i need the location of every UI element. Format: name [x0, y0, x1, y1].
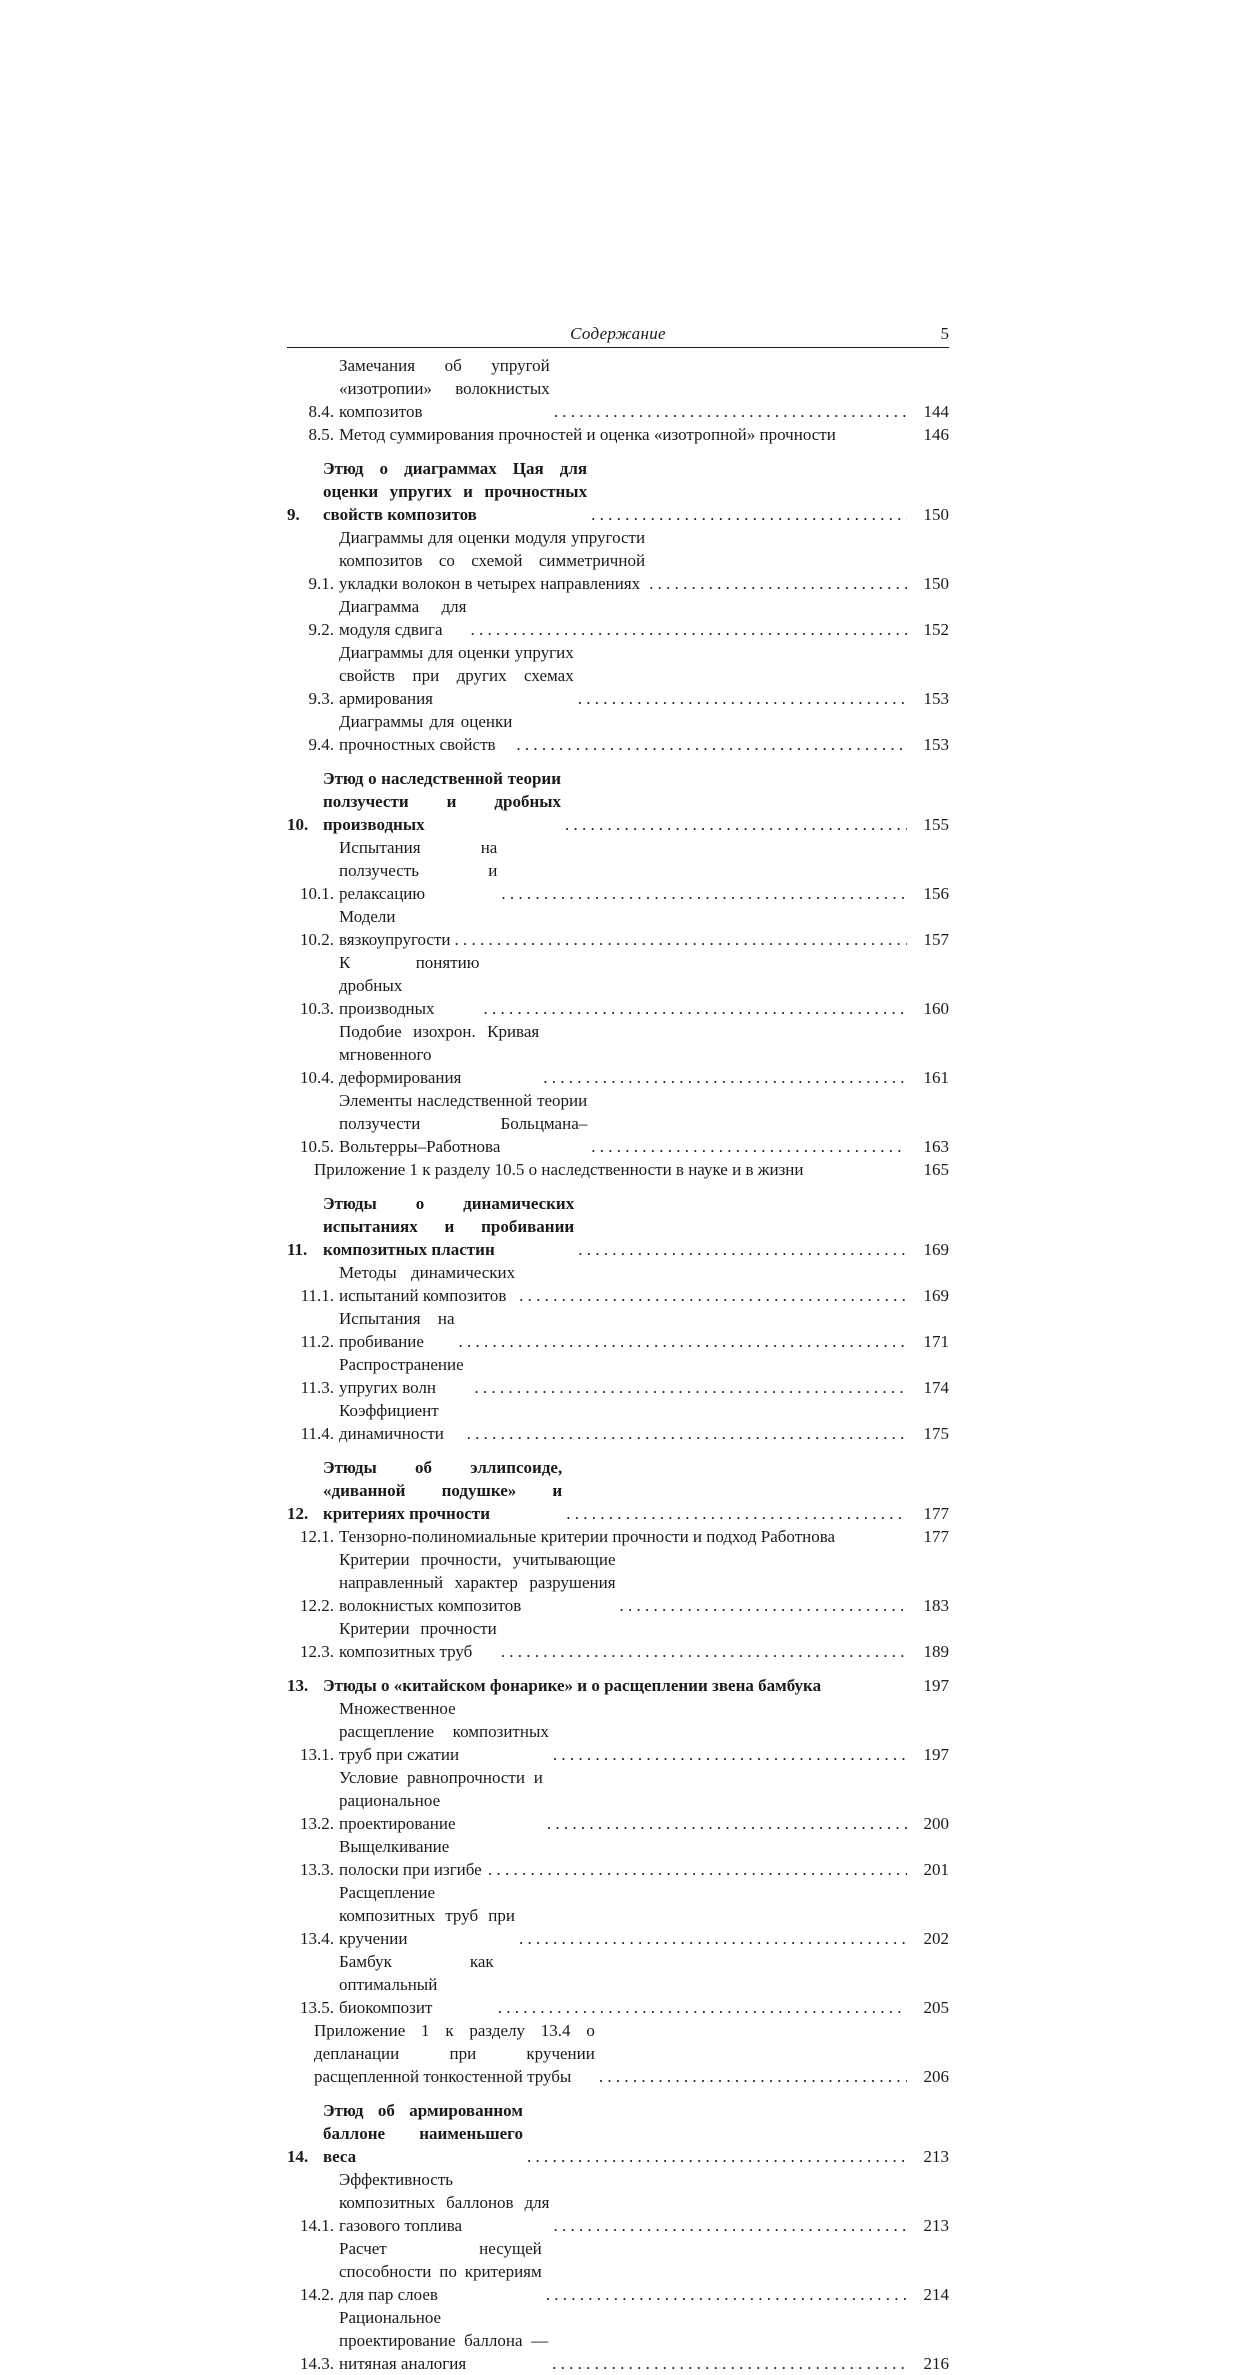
dot-leader [494, 1996, 907, 2019]
toc-entry-number: 14.1. [300, 2216, 334, 2235]
toc-entry-page: 197 [923, 1676, 949, 1695]
toc-entry-title: Критерии прочности, учитывающие направленный характер разрушения волокнистых композитов [339, 1550, 616, 1615]
header-title: Содержание [570, 324, 666, 343]
dot-leader [550, 400, 907, 423]
toc-entry-title: Рациональное проектирование баллона — нитяная аналогия [339, 2308, 549, 2373]
toc-chapter-14[interactable] [287, 2099, 949, 2168]
toc-entry-page: 200 [923, 1814, 949, 1833]
toc-entry-title: Бамбук как оптимальный биокомпозит [339, 1952, 494, 2017]
toc-entry-number: 9.3. [308, 689, 334, 708]
toc-entry-title: Тензорно-полиномиальные критерии прочности и подход Работнова [339, 1527, 836, 1546]
toc-entry-12-3[interactable] [287, 1617, 949, 1663]
toc-entry-13-3[interactable] [287, 1835, 949, 1881]
toc-entry-number: 13.3. [300, 1860, 334, 1879]
dot-leader [574, 1238, 907, 1261]
dot-leader [561, 813, 907, 836]
toc-entry-9-3[interactable] [287, 641, 949, 710]
toc-entry-8-5[interactable] [287, 423, 949, 446]
toc-entry-title: Приложение 1 к разделу 10.5 о наследственности в науке и в жизни [314, 1160, 804, 1179]
toc-entry-number: 12.2. [300, 1596, 334, 1615]
toc-entry-number: 10.2. [300, 930, 334, 949]
toc-entry-title: Множественное расщепление композитных труб при сжатии [339, 1699, 549, 1764]
toc-chapter-11[interactable] [287, 1192, 949, 1261]
toc-entry-title: Эффективность композитных баллонов для газового топлива [339, 2170, 550, 2235]
toc-entry-page: 177 [923, 1527, 949, 1546]
dot-leader [542, 2283, 907, 2306]
toc-entry-page: 156 [923, 884, 949, 903]
toc-entry-number: 9.2. [308, 620, 334, 639]
toc-entry-title: Выщелкивание полоски при изгибе [339, 1837, 482, 1879]
toc-entry-number: 10. [287, 815, 309, 834]
toc-entry-title: Диаграммы для оценки прочностных свойств [339, 712, 513, 754]
toc-entry-page: 153 [923, 735, 949, 754]
running-header [287, 320, 949, 348]
toc-entry-title: Модели вязкоупругости [339, 907, 451, 949]
dot-leader [484, 1858, 907, 1881]
toc-entry-page: 174 [923, 1378, 949, 1397]
toc-entry-page: 213 [923, 2216, 949, 2235]
toc-entry-number: 10.3. [300, 999, 334, 1018]
toc-entry-page: 152 [923, 620, 949, 639]
toc-entry-number: 12.1. [300, 1527, 334, 1546]
dot-leader [512, 733, 907, 756]
dot-leader [549, 1743, 907, 1766]
toc-entry-page: 161 [923, 1068, 949, 1087]
toc-entry-13-1[interactable] [287, 1697, 949, 1766]
toc-entry-page: 214 [923, 2285, 949, 2304]
toc-entry-page: 165 [923, 1160, 949, 1179]
toc-entry-11-2[interactable] [287, 1307, 949, 1353]
toc-entry-page: 150 [923, 574, 949, 593]
toc-chapter-12[interactable] [287, 1456, 949, 1525]
dot-leader [470, 1376, 907, 1399]
toc-entry-10-5[interactable] [287, 1089, 949, 1158]
toc-entry-title: Расчет несущей способности по критериям для пар слоев [339, 2239, 542, 2304]
toc-entry-11-1[interactable] [287, 1261, 949, 1307]
toc-entry-title: Диаграмма для модуля сдвига [339, 597, 467, 639]
toc-entry-page: 157 [923, 930, 949, 949]
toc-entry-number: 11.1. [300, 1286, 334, 1305]
dot-leader [587, 503, 907, 526]
toc-entry-13-5[interactable] [287, 1950, 949, 2019]
toc-entry-title: Метод суммирования прочностей и оценка «изотропной» прочности [339, 425, 836, 444]
toc-entry-14-3[interactable] [287, 2306, 949, 2375]
toc-entry-page: 205 [923, 1998, 949, 2017]
toc-entry-number: 13. [287, 1676, 309, 1695]
toc-entry-title: Замечания об упругой «изотропии» волокнистых композитов [339, 356, 550, 421]
toc-entry-title: Критерии прочности композитных труб [339, 1619, 497, 1661]
toc-entry-number: 10.5. [300, 1137, 334, 1156]
dot-leader [451, 928, 908, 951]
toc-entry-number: 14. [287, 2147, 309, 2166]
toc-entry-title: Условие равнопрочности и рациональное проектирование [339, 1768, 543, 1833]
toc-entry-page: 144 [923, 402, 949, 421]
toc-entry-page: 153 [923, 689, 949, 708]
toc-entry-11-4[interactable] [287, 1399, 949, 1445]
toc-entry-number: 8.5. [308, 425, 334, 444]
dot-leader [549, 2214, 907, 2237]
toc-entry-12-1[interactable] [287, 1525, 949, 1548]
toc-entry-page: 189 [923, 1642, 949, 1661]
dot-leader [523, 2145, 907, 2168]
toc-entry-title: Подобие изохрон. Кривая мгновенного деформирования [339, 1022, 540, 1087]
toc-entry-page: 206 [923, 2067, 949, 2086]
toc-entry-page: 183 [923, 1596, 949, 1615]
dot-leader [645, 572, 907, 595]
toc-entry-number: 11.4. [300, 1424, 334, 1443]
toc-entry-number: 11. [287, 1240, 308, 1259]
toc-entry-number: 13.4. [300, 1929, 334, 1948]
toc-entry-page: 169 [923, 1240, 949, 1259]
toc-entry-10-1[interactable] [287, 836, 949, 905]
toc-entry-title: К понятию дробных производных [339, 953, 480, 1018]
dot-leader [466, 618, 907, 641]
toc-entry-number: 10.1. [300, 884, 334, 903]
toc-entry-title: Расщепление композитных труб при кручении [339, 1883, 515, 1948]
toc-entry-number: 12. [287, 1504, 309, 1523]
toc-entry-page: 213 [923, 2147, 949, 2166]
dot-leader [515, 1927, 907, 1950]
dot-leader [595, 2065, 907, 2088]
dot-leader [497, 882, 907, 905]
toc-entry-title: Этюды о динамических испытаниях и пробивании композитных пластин [323, 1194, 575, 1259]
toc-entry-title: Приложение 1 к разделу 13.4 о депланации при кручении расщепленной тонкостенной трубы [314, 2021, 595, 2086]
toc-entry-number: 9. [287, 505, 300, 524]
dot-leader [515, 1284, 907, 1307]
dot-leader [548, 2352, 907, 2375]
toc-entry-title: Этюд о наследственной теории ползучести и дробных производных [323, 769, 562, 834]
toc-entry-title: Диаграммы для оценки модуля упругости композитов со схемой симметричной укладки волокон в четырех направлениях [339, 528, 646, 593]
toc-entry-14-1[interactable] [287, 2168, 949, 2237]
dot-leader [479, 997, 907, 1020]
toc-appendix-13-4[interactable] [287, 2019, 949, 2088]
toc-entry-page: 216 [923, 2354, 949, 2373]
toc-entry-page: 169 [923, 1286, 949, 1305]
toc-entry-number: 12.3. [300, 1642, 334, 1661]
toc-entry-14-2[interactable] [287, 2237, 949, 2306]
toc-entry-9-4[interactable] [287, 710, 949, 756]
toc-entry-title: Коэффициент динамичности [339, 1401, 444, 1443]
toc-entry-9-2[interactable] [287, 595, 949, 641]
dot-leader [539, 1066, 907, 1089]
toc-entry-title: Этюды об эллипсоиде, «диванной подушке» и критериях прочности [323, 1458, 563, 1523]
toc-entry-number: 13.5. [300, 1998, 334, 2017]
toc-entry-number: 11.2. [300, 1332, 334, 1351]
dot-leader [587, 1135, 907, 1158]
toc-entry-10-4[interactable] [287, 1020, 949, 1089]
toc-chapter-9[interactable] [287, 457, 949, 526]
toc-entry-page: 163 [923, 1137, 949, 1156]
toc-entry-page: 160 [923, 999, 949, 1018]
toc-entry-page: 150 [923, 505, 949, 524]
toc-entry-number: 13.1. [300, 1745, 334, 1764]
dot-leader [543, 1812, 907, 1835]
toc-entry-number: 10.4. [300, 1068, 334, 1087]
dot-leader [562, 1502, 907, 1525]
toc-entry-number: 9.4. [308, 735, 334, 754]
toc-appendix-10-5[interactable] [287, 1158, 949, 1181]
dot-leader [574, 687, 907, 710]
toc-entry-10-2[interactable] [287, 905, 949, 951]
toc-entry-page: 175 [923, 1424, 949, 1443]
toc-entry-title: Этюд о диаграммах Цая для оценки упругих и прочностных свойств композитов [323, 459, 588, 524]
book-page [287, 320, 949, 2375]
toc-entry-13-4[interactable] [287, 1881, 949, 1950]
dot-leader [497, 1640, 907, 1663]
toc-entry-8-4[interactable] [287, 354, 949, 423]
toc-entry-9-1[interactable] [287, 526, 949, 595]
toc-entry-page: 146 [923, 425, 949, 444]
toc-entry-number: 13.2. [300, 1814, 334, 1833]
table-of-contents [287, 354, 949, 2375]
toc-entry-13-2[interactable] [287, 1766, 949, 1835]
toc-entry-number: 14.3. [300, 2354, 334, 2373]
toc-entry-page: 155 [923, 815, 949, 834]
toc-entry-11-3[interactable] [287, 1353, 949, 1399]
toc-entry-title: Методы динамических испытаний композитов [339, 1263, 516, 1305]
toc-entry-page: 202 [923, 1929, 949, 1948]
toc-entry-number: 8.4. [308, 402, 334, 421]
toc-entry-12-2[interactable] [287, 1548, 949, 1617]
toc-entry-10-3[interactable] [287, 951, 949, 1020]
dot-leader [455, 1330, 907, 1353]
toc-entry-number: 11.3. [300, 1378, 334, 1397]
toc-entry-page: 171 [923, 1332, 949, 1351]
toc-entry-title: Диаграммы для оценки упругих свойств при других схемах армирования [339, 643, 574, 708]
toc-entry-title: Этюд об армированном баллоне наименьшего веса [323, 2101, 523, 2166]
header-page-number: 5 [940, 324, 949, 343]
toc-entry-title: Этюды о «китайском фонарике» и о расщеплении звена бамбука [323, 1676, 822, 1695]
toc-chapter-13[interactable] [287, 1674, 949, 1697]
toc-entry-number: 9.1. [308, 574, 334, 593]
toc-entry-title: Элементы наследственной теории ползучести Больцмана–Вольтерры–Работнова [339, 1091, 588, 1156]
toc-entry-number: 14.2. [300, 2285, 334, 2304]
toc-entry-page: 177 [923, 1504, 949, 1523]
toc-entry-page: 197 [923, 1745, 949, 1764]
dot-leader [616, 1594, 907, 1617]
toc-entry-title: Испытания на пробивание [339, 1309, 455, 1351]
dot-leader [463, 1422, 907, 1445]
toc-entry-title: Испытания на ползучесть и релаксацию [339, 838, 498, 903]
toc-chapter-10[interactable] [287, 767, 949, 836]
toc-entry-page: 201 [923, 1860, 949, 1879]
toc-entry-title: Распространение упругих волн [339, 1355, 464, 1397]
